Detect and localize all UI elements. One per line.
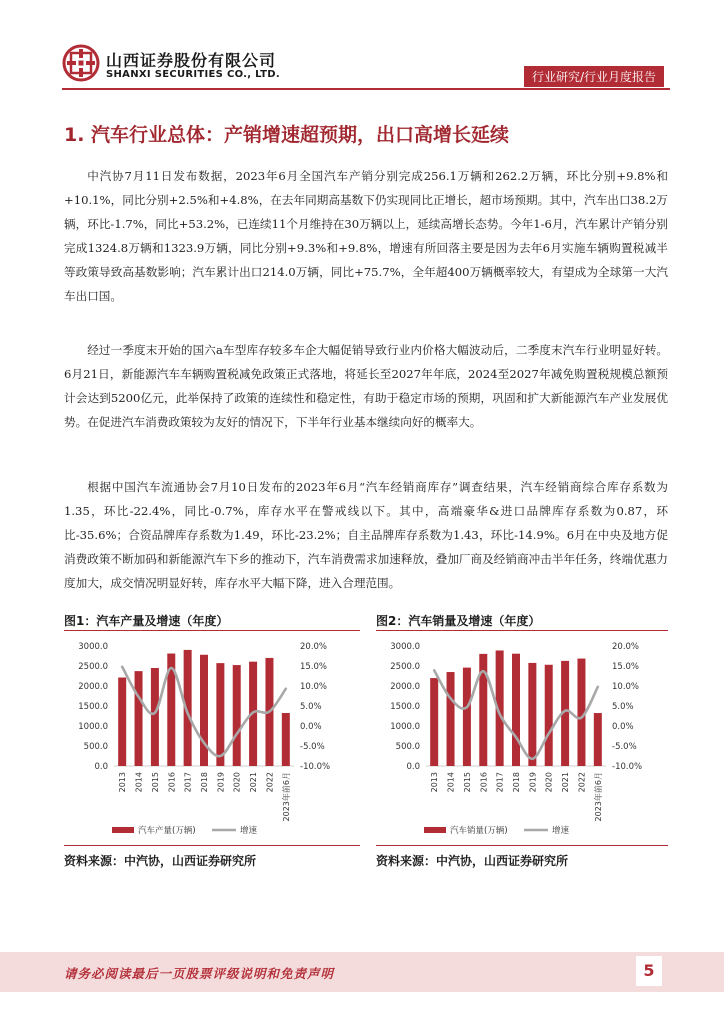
figure-1-top-rule (64, 630, 360, 631)
report-type-badge: 行业研究/行业月度报告 (524, 66, 664, 87)
x-tick-label: 2014 (446, 772, 456, 793)
x-tick-label: 2020 (544, 772, 554, 793)
y-right-tick-label: -5.0% (612, 742, 637, 752)
x-tick-label: 2017 (495, 772, 505, 793)
figure-2-bottom-rule (376, 845, 668, 846)
header-divider (62, 88, 670, 90)
y-right-tick-label: 5.0% (612, 702, 634, 712)
page-header (0, 0, 724, 100)
legend-line-label: 增速 (240, 826, 258, 836)
bar-2014 (135, 671, 143, 766)
page-number: 5 (636, 956, 662, 986)
y-right-tick-label: -10.0% (612, 762, 643, 772)
figure-2-title: 图2：汽车销量及增速（年度） (376, 614, 541, 628)
legend-line-label: 增速 (552, 826, 570, 836)
x-tick-label: 2015 (462, 772, 472, 793)
bar-2015 (151, 668, 159, 766)
y-right-tick-label: 20.0% (612, 642, 640, 652)
x-tick-label: 2019 (216, 772, 226, 793)
x-tick-label: 2019 (528, 772, 538, 793)
disclaimer-text: 请务必阅读最后一页股票评级说明和免责声明 (64, 966, 335, 981)
x-tick-label: 2023年前6月 (593, 772, 603, 822)
bar-2023年前6月 (282, 713, 290, 766)
bar-2023年前6月 (594, 713, 602, 766)
x-tick-label: 2013 (118, 772, 128, 793)
body-paragraph-3: 根据中国汽车流通协会7月10日发布的2023年6月“汽车经销商库存”调查结果，汽车经销商综合库存系数为1.35，环比-22.4%，同比-0.7%，库存水平在警戒线以下。其中，高端豪华&进口品牌库存系数为0.87，环比-35.6%；合资品牌库存系数为1.49，环比-23.2%；自主品牌库存系数为1.43，环比-14.9%。6月在中央及地方促消费政策不断加码和新能源汽车下乡的推动下，汽车消费需求加速释放，叠加厂商及经销商冲击半年任务，终端优惠力度加大，成交情况明显好转，库存水平大幅下降，进入合理范围。 (64, 480, 668, 590)
section-title: 1. 汽车行业总体：产销增速超预期，出口高增长延续 (64, 124, 510, 146)
bar-2020 (233, 665, 241, 766)
y-right-tick-label: 10.0% (300, 682, 328, 692)
x-tick-label: 2018 (512, 772, 521, 793)
legend-bar-swatch (424, 827, 446, 833)
bar-2015 (463, 668, 471, 766)
bar-2013 (118, 678, 126, 766)
bar-2013 (430, 678, 438, 766)
y-right-tick-label: 0.0% (300, 722, 322, 732)
x-tick-label: 2015 (150, 772, 160, 793)
y-right-tick-label: -10.0% (300, 762, 331, 772)
y-left-tick-label: 1000.0 (390, 722, 420, 732)
figure-2-top-rule (376, 630, 668, 631)
y-right-tick-label: 10.0% (612, 682, 640, 692)
figure-1-bottom-rule (64, 845, 360, 846)
sales-growth-chart (374, 634, 674, 840)
figure-2-source: 资料来源：中汽协，山西证券研究所 (376, 854, 569, 868)
y-right-tick-label: -5.0% (300, 742, 325, 752)
x-tick-label: 2022 (577, 772, 587, 793)
legend-bar-swatch (112, 827, 134, 833)
y-left-tick-label: 0.0 (94, 762, 108, 772)
y-right-tick-label: 15.0% (300, 662, 328, 672)
y-left-tick-label: 3000.0 (390, 642, 420, 652)
bar-2020 (545, 665, 553, 766)
body-paragraph-2: 经过一季度末开始的国六a车型库存较多车企大幅促销导致行业内价格大幅波动后，二季度末汽车行业明显好转。6月21日，新能源汽车车辆购置税减免政策正式落地，将延长至2027年年底，2024至2027年减免购置税规模总额预计会达到5200亿元，此举保持了政策的连续性和稳定性，有助于稳定市场的预期，巩固和扩大新能源汽车产业发展优势。在促进汽车消费政策较为友好的情况下，下半年行业基本继续向好的概率大。 (64, 343, 668, 429)
x-tick-label: 2021 (249, 772, 259, 793)
y-left-tick-label: 2000.0 (78, 682, 108, 692)
y-right-tick-label: 20.0% (300, 642, 328, 652)
legend-bar-label: 汽车产量(万辆) (138, 826, 196, 836)
x-tick-label: 2020 (232, 772, 242, 793)
production-growth-chart (62, 634, 362, 840)
y-left-tick-label: 1500.0 (78, 702, 108, 712)
bar-2019 (528, 663, 536, 766)
y-left-tick-label: 2500.0 (78, 662, 108, 672)
x-tick-label: 2022 (265, 772, 275, 793)
page-footer (0, 952, 724, 992)
y-left-tick-label: 500.0 (83, 742, 108, 752)
y-left-tick-label: 500.0 (395, 742, 420, 752)
x-tick-label: 2016 (479, 772, 489, 793)
figure-1-source: 资料来源：中汽协，山西证券研究所 (64, 854, 257, 868)
y-right-tick-label: 5.0% (300, 702, 322, 712)
x-tick-label: 2018 (200, 772, 209, 793)
x-tick-label: 2014 (134, 772, 144, 793)
y-left-tick-label: 2500.0 (390, 662, 420, 672)
x-tick-label: 2016 (167, 772, 177, 793)
y-left-tick-label: 3000.0 (78, 642, 108, 652)
y-right-tick-label: 0.0% (612, 722, 634, 732)
bar-2014 (447, 672, 455, 766)
bar-2018 (512, 654, 520, 766)
company-name-cn: 山西证券股份有限公司 (106, 51, 277, 70)
bar-2018 (200, 655, 208, 766)
y-left-tick-label: 2000.0 (390, 682, 420, 692)
y-right-tick-label: 15.0% (612, 662, 640, 672)
y-left-tick-label: 0.0 (406, 762, 420, 772)
x-tick-label: 2021 (561, 772, 571, 793)
company-name-en: SHANXI SECURITIES CO., LTD. (106, 69, 280, 80)
figure-1-title: 图1：汽车产量及增速（年度） (64, 614, 229, 628)
y-left-tick-label: 1000.0 (78, 722, 108, 732)
x-tick-label: 2017 (183, 772, 193, 793)
bar-2019 (216, 663, 224, 766)
body-paragraph-1: 中汽协7月11日发布数据，2023年6月全国汽车产销分别完成256.1万辆和262.2万辆，环比分别+9.8%和+10.1%，同比分别+2.5%和+4.8%，在去年同期高基数下仍实现同比正增长，超市场预期。其中，汽车出口38.2万辆，环比-1.7%，同比+53.2%，已连续11个月维持在30万辆以上，延续高增长态势。今年1-6月，汽车累计产销分别完成1324.8万辆和1323.9万辆，同比分别+9.3%和+9.8%，增速有所回落主要是因为去年6月实施车辆购置税减半等政策导致高基数影响；汽车累计出口214.0万辆，同比+75.7%，全年超400万辆概率较大，有望成为全球第一大汽车出口国。 (64, 169, 668, 303)
y-left-tick-label: 1500.0 (390, 702, 420, 712)
company-logo-icon (62, 44, 100, 82)
x-tick-label: 2023年前6月 (281, 772, 291, 822)
legend-bar-label: 汽车销量(万辆) (450, 826, 508, 836)
x-tick-label: 2013 (430, 772, 440, 793)
